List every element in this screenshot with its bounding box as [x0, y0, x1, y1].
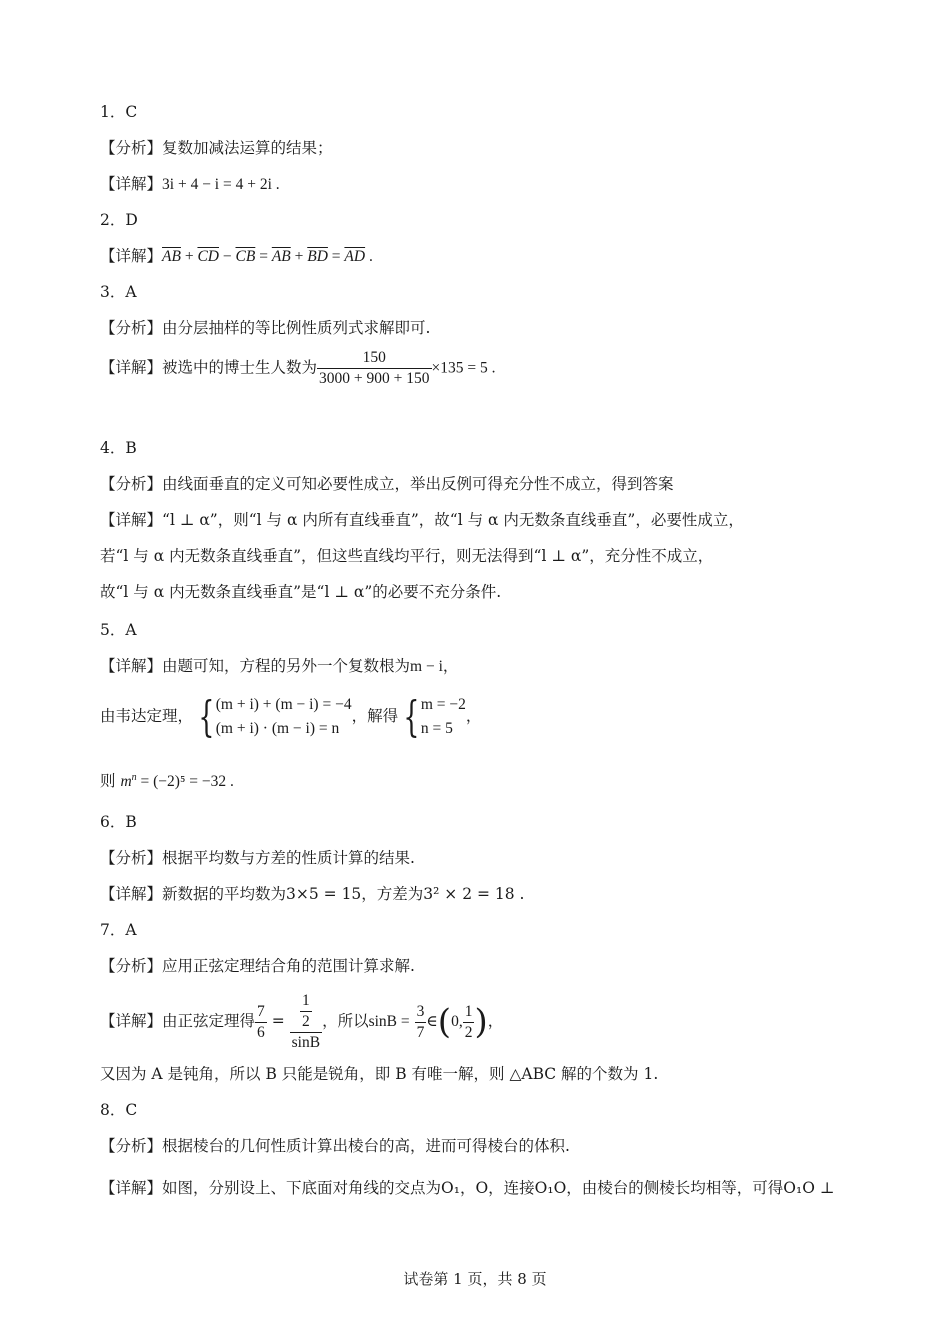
answer-1: 1．C [100, 103, 138, 121]
explanation-3 [100, 348, 496, 389]
analysis-3 [100, 318, 430, 338]
analysis-text: 根据平均数与方差的性质计算的结果. [162, 849, 415, 867]
fraction-denominator: 6 [257, 1023, 265, 1041]
math-value: = (−2)⁵ = −32 . [140, 773, 234, 791]
answer-7: 7．A [100, 921, 137, 939]
explanation-text: 如图，分别设上、下底面对角线的交点为O₁，O，连接O₁O，由棱台的侧棱长均相等，可得O₁O ⊥ [162, 1179, 835, 1197]
analysis-tag: 【分析】 [100, 1137, 163, 1155]
analysis-tag: 【分析】 [100, 139, 163, 157]
fraction [255, 1002, 267, 1043]
math-expression: 3i + 4 − i = 4 + 2i . [162, 176, 280, 193]
analysis-tag: 【分析】 [100, 319, 163, 337]
analysis-text: 由分层抽样的等比例性质列式求解即可. [162, 319, 431, 337]
explanation-tag: 【详解】 [100, 247, 163, 265]
answer-2: 2．D [100, 211, 138, 229]
analysis-text: 由线面垂直的定义可知必要性成立，举出反例可得充分性不成立，得到答案 [162, 475, 674, 493]
math-expression: ×135 = 5 . [431, 359, 496, 377]
equation: (m + i) + (m − i) = −4 [215, 696, 352, 713]
math-symbol: ∈ [426, 1012, 438, 1030]
math-expression: m − i， [410, 658, 459, 675]
explanation-tag: 【详解】 [100, 657, 163, 675]
explanation-1 [100, 174, 280, 195]
answer-8: 8．C [100, 1101, 138, 1119]
explanation-text: 新数据的平均数为3×5 = 15，方差为3² × 2 = 18 . [162, 885, 525, 903]
explanation-6 [100, 884, 525, 904]
explanation-text: ， [465, 707, 482, 725]
explanation-tag: 【详解】 [100, 885, 163, 903]
fraction-denominator: 2 [301, 1013, 310, 1030]
solution-system [421, 693, 466, 741]
analysis-tag: 【分析】 [100, 957, 163, 975]
fraction [463, 1002, 475, 1043]
left-brace: { [403, 692, 420, 741]
explanation-5-vieta [100, 690, 481, 742]
explanation-text: ，所以 [322, 1012, 369, 1030]
analysis-tag: 【分析】 [100, 475, 163, 493]
compound-fraction [290, 991, 322, 1053]
math-value: 0, [451, 1013, 463, 1030]
explanation-7-line-2: 又因为 A 是钝角，所以 B 只能是锐角，即 B 有唯一解，则 △ABC 解的个数为 1. [100, 1065, 659, 1083]
fraction-numerator: 7 [255, 1002, 267, 1023]
explanation-tag: 【详解】 [100, 1012, 163, 1030]
fraction [317, 348, 431, 389]
explanation-5 [100, 656, 458, 677]
left-brace: { [198, 692, 215, 741]
answer-6: 6．B [100, 813, 137, 831]
analysis-8 [100, 1136, 570, 1156]
answer-4: 4．B [100, 439, 137, 457]
explanation-text: “l ⊥ α”，则“l 与 α 内所有直线垂直”，故“l 与 α 内无数条直线垂直”，必要性成立， [162, 511, 744, 529]
explanation-text: 由正弦定理得 [162, 1012, 256, 1030]
explanation-2 [100, 246, 373, 267]
equation: m = −2 [420, 696, 466, 713]
math-expression: sinB = [368, 1013, 410, 1030]
explanation-4 [100, 510, 744, 530]
explanation-text: ， [487, 1012, 504, 1030]
fraction-numerator: 1 [300, 991, 312, 1012]
answer-5: 5．A [100, 621, 137, 639]
explanation-tag: 【详解】 [100, 511, 163, 529]
explanation-4-line-2: 若“l 与 α 内无数条直线垂直”，但这些直线均平行，则无法得到“l ⊥ α”，充分性不成立， [100, 547, 714, 565]
fraction-numerator: 150 [317, 348, 431, 369]
explanation-8 [100, 1178, 834, 1198]
analysis-6 [100, 848, 415, 868]
fraction [415, 1002, 427, 1043]
analysis-text: 应用正弦定理结合角的范围计算求解. [162, 957, 415, 975]
fraction-denominator: 7 [416, 1023, 425, 1041]
explanation-text: 由题可知，方程的另外一个复数根为 [162, 657, 411, 675]
explanation-text: 由韦达定理， [100, 707, 194, 725]
analysis-7 [100, 956, 415, 976]
explanation-text: 被选中的博士生人数为 [162, 358, 318, 377]
fraction-numerator: 1 [463, 1002, 475, 1023]
equation: (m + i) · (m − i) = n [215, 720, 340, 737]
explanation-5-result [100, 768, 234, 792]
explanation-tag: 【详解】 [100, 175, 163, 193]
analysis-1 [100, 138, 333, 158]
right-paren: ) [474, 1002, 488, 1042]
fraction-numerator: 3 [415, 1002, 427, 1023]
vector-expression: $\overline{AB} + \overline{CD} - \overline{CB} = \overline{AB} + \overline{BD} = \overline{AD}$ . [162, 248, 373, 265]
fraction-numerator [290, 991, 322, 1033]
left-paren: ( [437, 1002, 452, 1042]
analysis-4 [100, 474, 674, 494]
analysis-tag: 【分析】 [100, 849, 163, 867]
fraction-denominator: sinB [291, 1034, 321, 1051]
explanation-4-line-3: 故“l 与 α 内无数条直线垂直”是“l ⊥ α”的必要不充分条件. [100, 583, 502, 601]
explanation-text: ，解得 [351, 707, 399, 725]
fraction [300, 991, 312, 1032]
math-expression: $m^n = (-2)^5 = -32$ . [120, 772, 234, 791]
equation: n = 5 [420, 720, 453, 737]
explanation-text: 则 [100, 772, 116, 791]
fraction-denominator: 3000 + 900 + 150 [319, 370, 430, 387]
answer-3: 3．A [100, 283, 137, 301]
fraction-denominator: 2 [464, 1023, 473, 1041]
analysis-text: 根据棱台的几何性质计算出棱台的高，进而可得棱台的体积. [162, 1137, 570, 1155]
page-footer: 试卷第 1 页，共 8 页 [403, 1270, 547, 1288]
explanation-7: 【详解】由正弦定理得 $\frac{7}{6}$ = $\frac{\frac{1}{2}}{\sin B}$ ，所以sinB = $\frac{3}{7}$ ∈(0, $\frac{1}{2}$ )， [100, 992, 504, 1051]
explanation-tag: 【详解】 [100, 1179, 163, 1197]
explanation-tag: 【详解】 [100, 358, 163, 377]
analysis-text: 复数加减法运算的结果； [162, 139, 333, 157]
equation-system [216, 693, 352, 741]
